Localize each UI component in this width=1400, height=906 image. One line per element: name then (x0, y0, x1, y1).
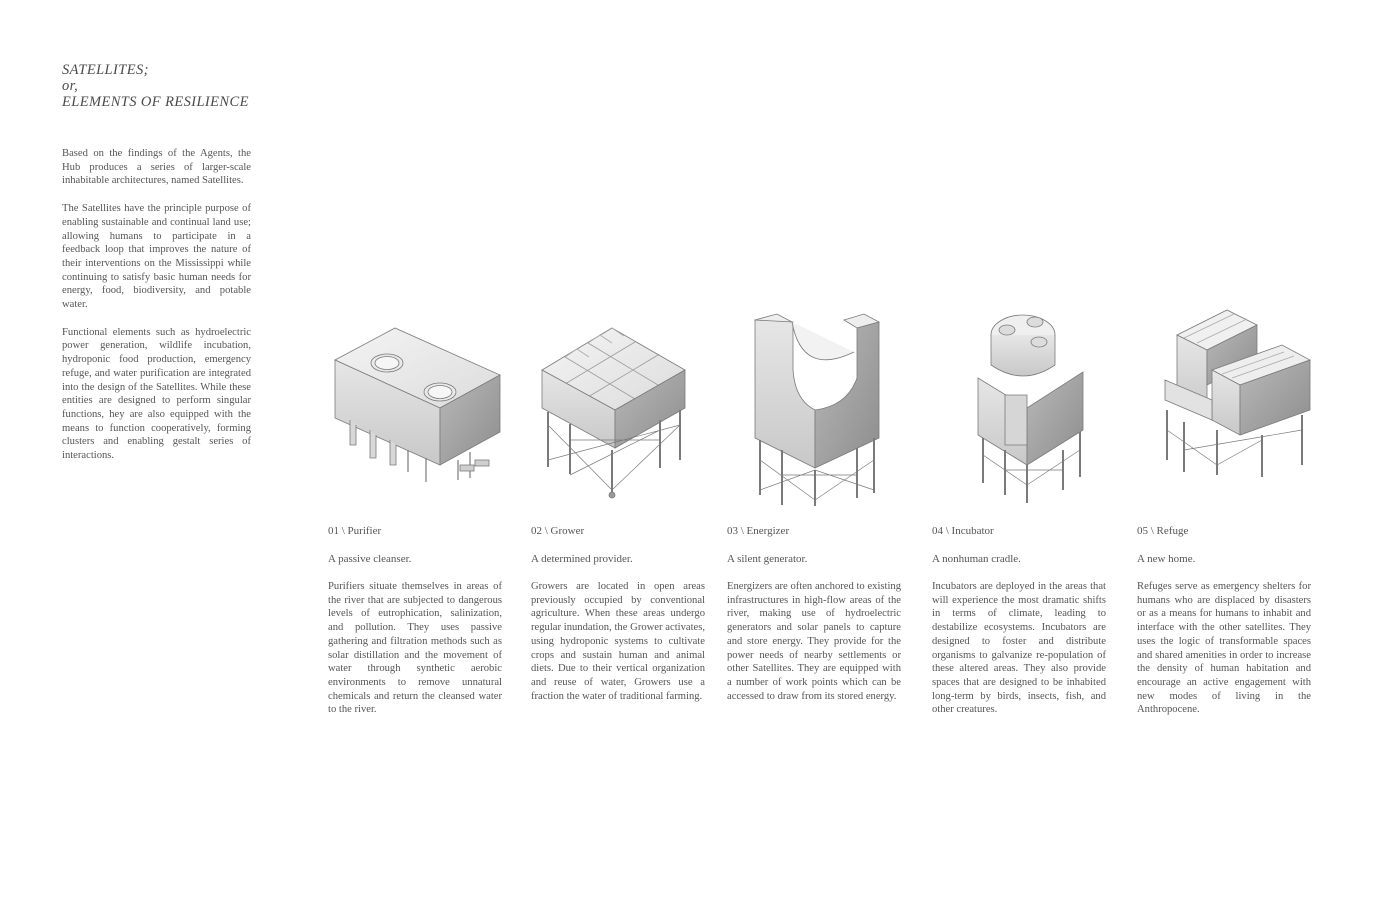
intro-paragraph-3: Functional elements such as hydroelectric power generation, wildlife incubation, hydroponic food production, emergency refuge, and water purification are integrated into the design of the Satellites. While these entities are designed to perform singular functions, hey are also equipped with the means to function cooperatively, forming clusters and enabling gestalt series of interactions. (62, 326, 251, 462)
grower-model-icon (540, 300, 690, 505)
satellite-1-number: 01 \ Purifier (328, 525, 382, 537)
satellite-5-description: Refuges serve as emergency shelters for humans who are displaced by disasters or as a means for humans to inhabit and interface with the other satellites. They uses the logic of transformable spaces and shared amenities in order to increase the density of human habitation and encourage an active engagement with new modes of living in the Anthropocene. (1137, 581, 1311, 716)
satellite-4-number: 04 \ Incubator (932, 525, 994, 537)
title-line-3: ELEMENTS OF RESILIENCE (62, 94, 249, 110)
intro-paragraph-2: The Satellites have the principle purpose of enabling sustainable and continual land use; allowing humans to participate in a feedback loop that improves the nature of their interventions on the Mississippi while continuing to satisfy basic human needs for energy, food, biodiversity, and potable water. (62, 203, 251, 311)
page-title (62, 62, 249, 110)
satellite-2-number: 02 \ Grower (531, 525, 585, 537)
refuge-model-icon (1162, 300, 1317, 485)
intro-text (62, 147, 251, 477)
satellite-2-description: Growers are located in open areas previously occupied by conventional agriculture. When these areas undergo regular inundation, the Grower activates, using hydroponic systems to cultivate crops and sustain human and animal diets. Due to their vertical organization and reuse of water, Growers use a fraction the water of traditional farming. (531, 581, 705, 702)
satellite-1-description: Purifiers situate themselves in areas of the river that are subjected to dangerous levels of eutrophication, salinization, and pollution. They uses passive gathering and filtration methods such as solar distillation and the movement of water through synthetic aerobic environments to remove unnatural chemicals and return the cleansed water to the river. (328, 581, 502, 716)
satellite-3-number: 03 \ Energizer (727, 525, 790, 537)
incubator-model-icon (975, 300, 1090, 510)
satellite-5-number: 05 \ Refuge (1137, 525, 1189, 537)
energizer-model-icon (752, 300, 887, 510)
satellite-3-tagline: A silent generator. (727, 553, 808, 565)
title-line-1: SATELLITES; (62, 62, 149, 78)
satellite-4-description: Incubators are deployed in the areas that will experience the most dramatic shifts in terms of climate, leading to destabilize ecosystems. Incubators are designed to foster and distribute organisms to galvanize re-population of these altered areas. They also provide spaces that are designed to be inhabited long-term by birds, insects, fish, and other creatures. (932, 581, 1106, 716)
satellite-5-tagline: A new home. (1137, 553, 1196, 565)
satellite-2-tagline: A determined provider. (531, 553, 633, 565)
purifier-model-icon (330, 300, 510, 505)
satellite-3-description: Energizers are often anchored to existing infrastructures in high-flow areas of the river, making use of hydroelectric generators and solar panels to capture and store energy. They provide for the power needs of nearby settlements or other Satellites. They are equipped with a number of work points which can be accessed to draw from its stored energy. (727, 581, 901, 702)
intro-paragraph-1: Based on the findings of the Agents, the Hub produces a series of larger-scale inhabitable architectures, named Satellites. (62, 148, 251, 187)
title-line-2: or, (62, 78, 79, 94)
satellite-1-tagline: A passive cleanser. (328, 553, 412, 565)
satellite-4-tagline: A nonhuman cradle. (932, 553, 1021, 565)
